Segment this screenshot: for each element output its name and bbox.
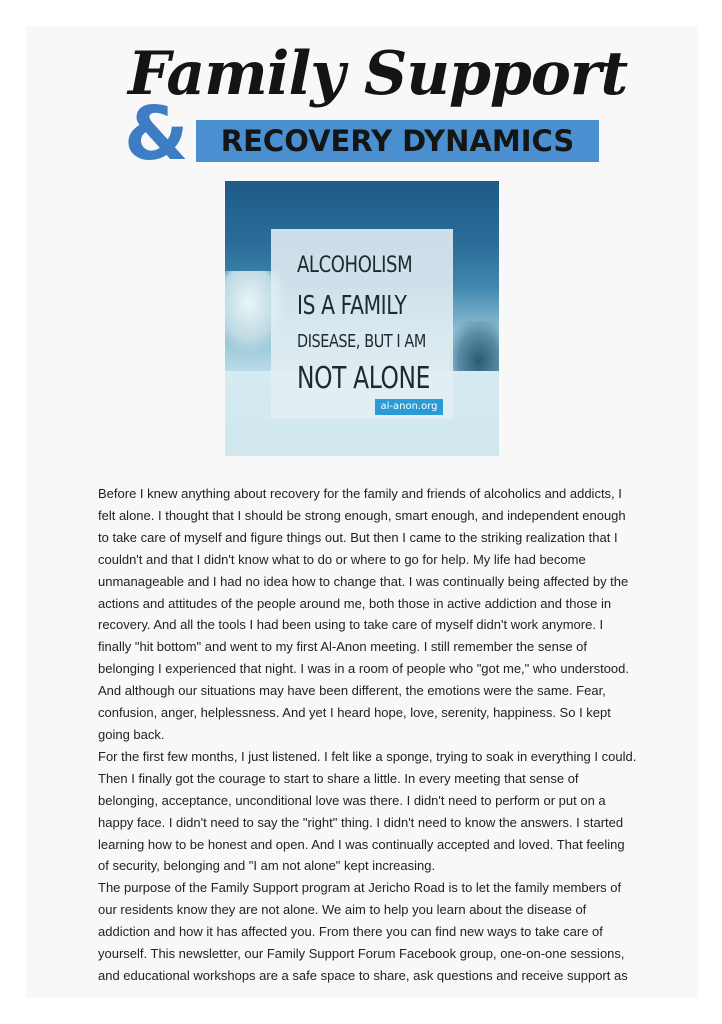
poster-line-1: ALCOHOLISM — [297, 253, 413, 278]
logo-script-title: Family Support — [128, 39, 628, 109]
family-support-logo — [124, 36, 628, 177]
paragraph-2: For the first few months, I just listened. I felt like a sponge, trying to soak in everything I could. Then I finally got the courage to start to share a little. In every meeting that sense of belonging, acceptance, unconditional love was there. I didn't need to perform or put on a happy face. I didn't need to say the "right" thing. I didn't need to know the answers. I started learning how to be honest and open. And I was continually accepted and loved. That feeling of security, belonging and "I am not alone" kept increasing. — [98, 748, 637, 874]
article-body — [98, 483, 638, 987]
poster-line-3: DISEASE, BUT I AM — [297, 331, 426, 352]
paragraph-3: The purpose of the Family Support program at Jericho Road is to let the family members of our residents know they are not alone. We aim to help you learn about the disease of addiction and how it has affected you. From there you can find new ways to take care of yourself. This newsletter, our Family Support Forum Facebook group, one-on-one sessions, and educational workshops are a safe space to share, ask questions and receive support as — [98, 880, 628, 983]
paragraph-1: Before I knew anything about recovery for the family and friends of alcoholics and addicts, I felt alone. I thought that I should be strong enough, smart enough, and independent enough to take care of myself and figure things out. But then I came to the striking realization that I couldn't and that I didn't know what to do or where to go for help. My life had become unmanageable and I had no idea how to change that. I was continually being affected by the actions and attitudes of the people around me, both those in active addiction and those in recovery. And all the tools I had been using to take care of myself didn't work anymore. I finally "hit bottom" and went to my first Al-Anon meeting. I still remember the sense of belonging I experienced that night. I was in a room of people who "got me," who understood. And although our situations may have been different, the emotions were the same. Fear, confusion, anger, helplessness. And yet I heard hope, love, serenity, happiness. So I kept going back. — [98, 486, 630, 742]
poster-line-4: NOT ALONE — [297, 361, 431, 396]
logo-band-text: RECOVERY DYNAMICS — [220, 124, 575, 158]
logo-ampersand: & — [124, 91, 189, 177]
al-anon-poster-image — [225, 181, 499, 456]
poster-line-2: IS A FAMILY — [297, 291, 407, 321]
poster-badge: al-anon.org — [375, 399, 443, 415]
document-page — [26, 26, 698, 998]
